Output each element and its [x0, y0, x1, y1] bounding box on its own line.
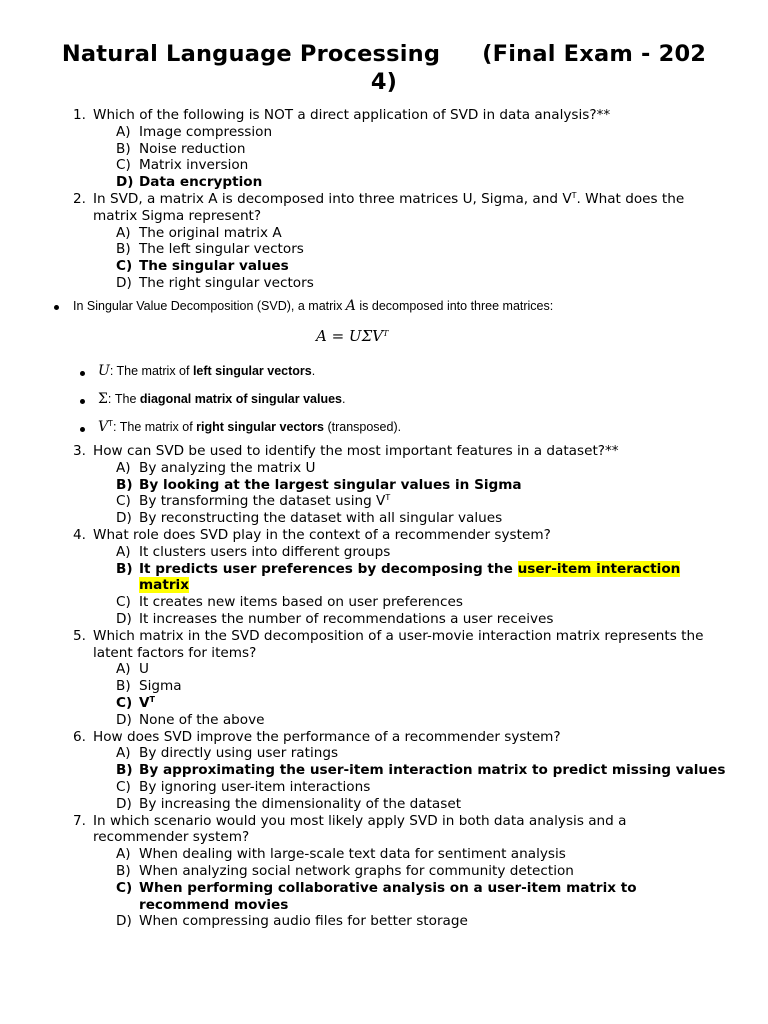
- option-letter: D): [116, 795, 132, 812]
- option-d-correct: [116, 174, 726, 191]
- question-number: 6.: [73, 728, 86, 745]
- item-post: (transposed).: [323, 420, 402, 434]
- bullet-icon: [80, 427, 85, 432]
- question-number: 4.: [73, 526, 86, 543]
- option-letter: D): [116, 711, 132, 728]
- option-list: [93, 846, 726, 930]
- option-b-correct: [116, 477, 726, 494]
- question-number: 7.: [73, 812, 86, 829]
- superscript: T: [385, 493, 391, 503]
- option-list: [93, 544, 726, 628]
- question-number: 5.: [73, 627, 86, 644]
- question-2: [66, 191, 726, 292]
- option-a: [116, 745, 726, 762]
- option-text: None of the above: [139, 711, 265, 728]
- bullet-icon: [80, 371, 85, 376]
- option-d: [116, 510, 726, 527]
- option-text: By analyzing the matrix U: [139, 459, 316, 476]
- option-list: [93, 460, 726, 527]
- option-text: The right singular vectors: [139, 274, 314, 291]
- option-a: [116, 544, 726, 561]
- option-text: The singular values: [139, 258, 289, 275]
- option-text: Image compression: [139, 123, 273, 140]
- item-bold: left singular vectors: [192, 364, 312, 378]
- option-text: V: [139, 694, 150, 711]
- option-letter: B): [116, 862, 131, 879]
- question-number: 1.: [73, 107, 86, 123]
- option-letter: B): [116, 476, 133, 493]
- question-number: 2.: [73, 190, 86, 207]
- item-pre: : The matrix of: [113, 420, 197, 434]
- option-letter: A): [116, 123, 131, 140]
- option-d: [116, 275, 726, 292]
- formula-superscript: T: [383, 329, 389, 338]
- option-letter: A): [116, 661, 131, 678]
- question-text: [93, 191, 684, 224]
- svd-formula: [316, 327, 388, 345]
- highlighted-text: user-item interaction matrix: [139, 560, 681, 594]
- snippet-item-sigma: [98, 391, 346, 407]
- item-bold: right singular vectors: [196, 420, 324, 434]
- option-text: It clusters users into different groups: [139, 543, 391, 560]
- question-text: Which matrix in the SVD decomposition of a user-movie interaction matrix represents the latent factors for items?: [93, 627, 704, 661]
- option-a: [116, 124, 726, 141]
- option-d: [116, 712, 726, 729]
- option-letter: C): [116, 694, 133, 711]
- question-3: [66, 443, 726, 527]
- option-text: By ignoring user-item interactions: [139, 778, 371, 795]
- option-text: When compressing audio files for better storage: [139, 913, 468, 930]
- exam-title: [40, 40, 728, 96]
- option-text: When analyzing social network graphs for community detection: [139, 862, 574, 879]
- option-d: [116, 611, 726, 628]
- question-number: 3.: [73, 443, 86, 459]
- item-symbol: U: [98, 363, 110, 379]
- option-c: [116, 157, 726, 174]
- option-letter: A): [116, 224, 131, 241]
- question-text: Which of the following is NOT a direct application of SVD in data analysis?**: [93, 107, 611, 123]
- option-letter: B): [116, 241, 131, 258]
- option-letter: D): [116, 913, 132, 930]
- question-5: [66, 628, 726, 729]
- bullet-icon: [80, 399, 85, 404]
- option-letter: B): [116, 560, 133, 577]
- option-list: [93, 745, 726, 812]
- option-d: [116, 796, 726, 813]
- option-c-correct: [116, 695, 726, 712]
- title-year-wrap: 4): [370, 69, 398, 95]
- option-letter: A): [116, 745, 131, 762]
- option-text: It predicts user preferences by decomposing the: [139, 560, 518, 577]
- option-text: The left singular vectors: [139, 241, 304, 258]
- option-text: By transforming the dataset using V: [139, 493, 386, 510]
- option-letter: D): [116, 174, 134, 191]
- item-symbol-sup: T: [108, 419, 114, 428]
- option-b: [116, 678, 726, 695]
- option-letter: C): [116, 258, 133, 275]
- option-letter: C): [116, 879, 133, 896]
- option-c: [116, 594, 726, 611]
- option-text: When dealing with large-scale text data for sentiment analysis: [139, 846, 566, 863]
- option-text: U: [139, 661, 149, 678]
- snippet-intro-pre: In Singular Value Decomposition (SVD), a matrix: [73, 299, 346, 313]
- option-b: [116, 863, 726, 880]
- option-letter: C): [116, 594, 131, 611]
- option-letter: A): [116, 846, 131, 863]
- formula-text: A = UΣV: [316, 327, 384, 345]
- option-letter: B): [116, 678, 131, 695]
- option-c-correct: [116, 880, 726, 914]
- option-a: [116, 225, 726, 242]
- option-a: [116, 661, 726, 678]
- superscript: T: [149, 694, 155, 704]
- option-letter: C): [116, 778, 131, 795]
- option-text: Matrix inversion: [139, 157, 249, 174]
- question-6: [66, 729, 726, 813]
- option-b: [116, 241, 726, 258]
- option-text: The original matrix A: [139, 224, 282, 241]
- option-c: [116, 779, 726, 796]
- superscript: T: [571, 190, 577, 200]
- snippet-item-vt: [98, 419, 401, 435]
- option-c: [116, 493, 726, 510]
- item-symbol: Σ: [98, 391, 108, 407]
- item-bold: diagonal matrix of singular values: [139, 392, 343, 406]
- option-b: [116, 141, 726, 158]
- option-letter: B): [116, 140, 131, 157]
- option-text: Sigma: [139, 678, 182, 695]
- item-symbol: V: [98, 419, 109, 435]
- question-text-part: . What does the matrix Sigma represent?: [93, 190, 685, 224]
- title-course: Natural Language Processing: [61, 41, 441, 67]
- option-letter: C): [116, 157, 131, 174]
- option-letter: A): [116, 459, 131, 476]
- option-c-correct: [116, 258, 726, 275]
- question-4: [66, 527, 726, 628]
- bullet-icon: [54, 305, 59, 310]
- option-letter: D): [116, 610, 132, 627]
- option-d: [116, 913, 726, 930]
- question-text: How can SVD be used to identify the most important features in a dataset?**: [93, 443, 619, 459]
- option-text: When performing collaborative analysis on a user-item matrix to recommend movies: [139, 879, 637, 913]
- option-text: Noise reduction: [139, 140, 246, 157]
- svd-explanation-snippet: [50, 296, 670, 442]
- question-text: In which scenario would you most likely apply SVD in both data analysis and a recommender system?: [93, 812, 627, 846]
- question-list-part-1: [66, 107, 726, 292]
- option-list: [93, 225, 726, 292]
- question-text: How does SVD improve the performance of a recommender system?: [93, 728, 561, 745]
- snippet-item-u: [98, 363, 315, 379]
- option-list: [93, 124, 726, 191]
- option-text: Data encryption: [139, 174, 263, 191]
- item-pre: : The: [107, 392, 140, 406]
- snippet-intro-var: A: [345, 298, 356, 314]
- option-text: By looking at the largest singular values in Sigma: [139, 476, 522, 493]
- snippet-intro-post: is decomposed into three matrices:: [355, 299, 554, 313]
- option-letter: D): [116, 510, 132, 527]
- option-list: [93, 661, 726, 728]
- title-exam-label: (Final Exam - 202: [482, 41, 707, 67]
- option-letter: C): [116, 493, 131, 510]
- question-text-part: In SVD, a matrix A is decomposed into three matrices U, Sigma, and V: [93, 190, 572, 207]
- option-letter: A): [116, 543, 131, 560]
- snippet-intro: [73, 298, 553, 314]
- option-text: By reconstructing the dataset with all singular values: [139, 510, 503, 527]
- option-text: By increasing the dimensionality of the dataset: [139, 795, 462, 812]
- option-letter: B): [116, 762, 133, 779]
- option-text: It creates new items based on user preferences: [139, 594, 463, 611]
- question-text: What role does SVD play in the context of a recommender system?: [93, 526, 551, 543]
- option-text: By directly using user ratings: [139, 745, 339, 762]
- item-post: .: [342, 392, 346, 406]
- item-post: .: [311, 364, 316, 378]
- option-b-correct: [116, 762, 726, 779]
- option-a: [116, 846, 726, 863]
- question-1: [66, 107, 726, 191]
- option-letter: D): [116, 274, 132, 291]
- option-text: It increases the number of recommendations a user receives: [139, 610, 554, 627]
- option-text: By approximating the user-item interaction matrix to predict missing values: [139, 762, 726, 779]
- option-b-correct: [116, 561, 726, 595]
- option-a: [116, 460, 726, 477]
- question-list-part-2: [66, 443, 726, 930]
- question-7: [66, 813, 726, 931]
- item-pre: : The matrix of: [109, 364, 193, 378]
